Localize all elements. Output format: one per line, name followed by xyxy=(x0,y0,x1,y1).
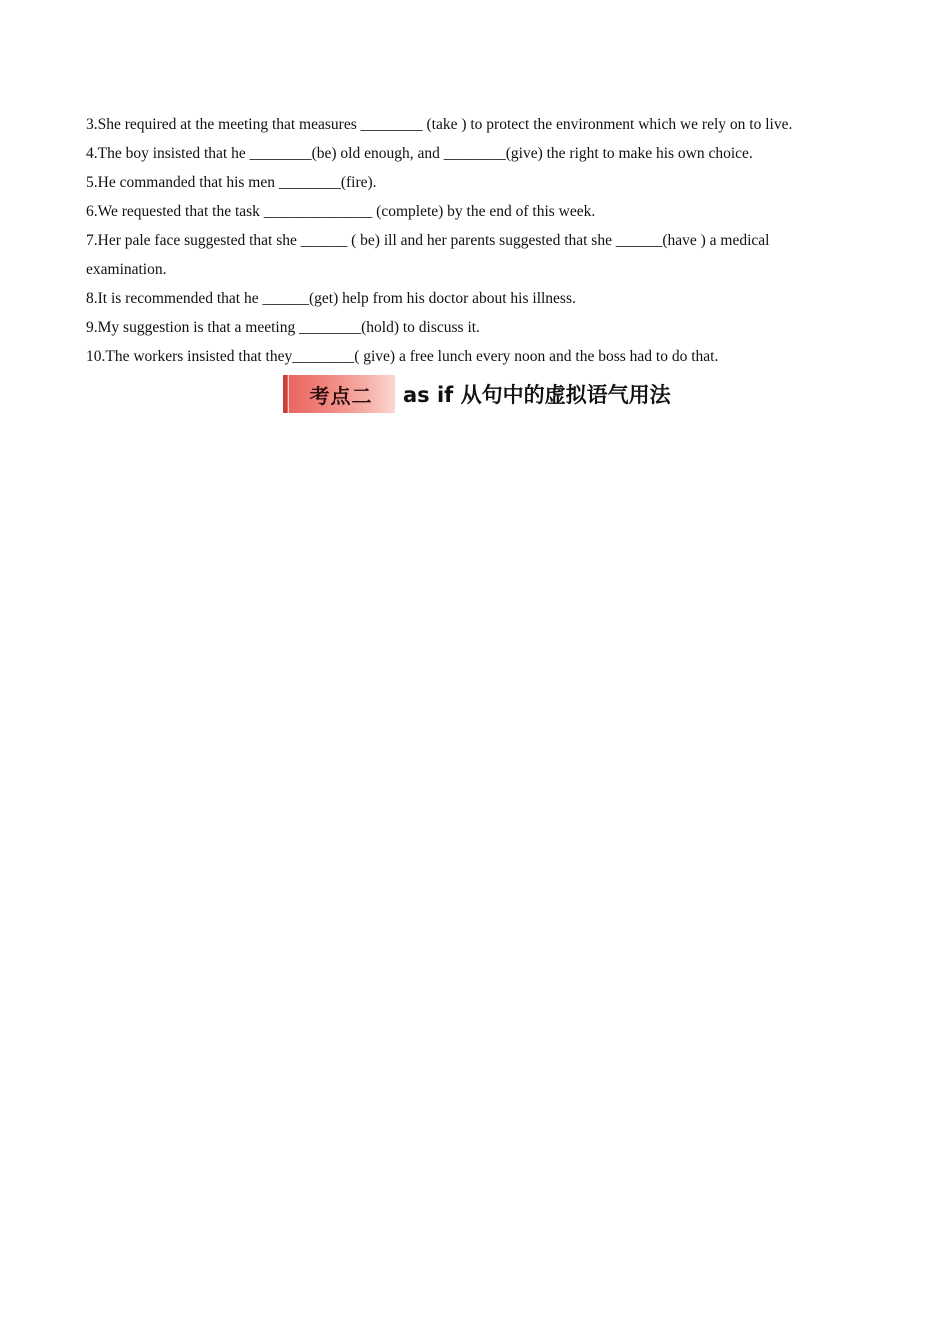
question-line-10: 10.The workers insisted that they________( give) a free lunch every noon and the boss had to do that. xyxy=(86,348,719,365)
badge-accent-line xyxy=(288,375,289,413)
question-line-7: 7.Her pale face suggested that she ______ ( be) ill and her parents suggested that she ______(have ) a medical xyxy=(86,232,770,249)
section-badge-label: 考点二 xyxy=(309,383,373,408)
question-line-4: 4.The boy insisted that he ________(be) old enough, and ________(give) the right to make his own choice. xyxy=(86,145,753,162)
question-line-7-continued: examination. xyxy=(86,261,167,278)
question-line-8: 8.It is recommended that he ______(get) help from his doctor about his illness. xyxy=(86,290,576,307)
question-line-5: 5.He commanded that his men ________(fire). xyxy=(86,174,377,191)
badge-accent-bar xyxy=(283,375,287,413)
question-line-6: 6.We requested that the task ______________ (complete) by the end of this week. xyxy=(86,203,596,220)
section-title: as if 从句中的虚拟语气用法 xyxy=(403,383,671,407)
question-list xyxy=(86,110,876,371)
question-line-3: 3.She required at the meeting that measures ________ (take ) to protect the environment which we rely on to live. xyxy=(86,116,793,133)
section-heading xyxy=(283,375,671,413)
question-line-9: 9.My suggestion is that a meeting ________(hold) to discuss it. xyxy=(86,319,480,336)
section-badge xyxy=(283,375,395,413)
